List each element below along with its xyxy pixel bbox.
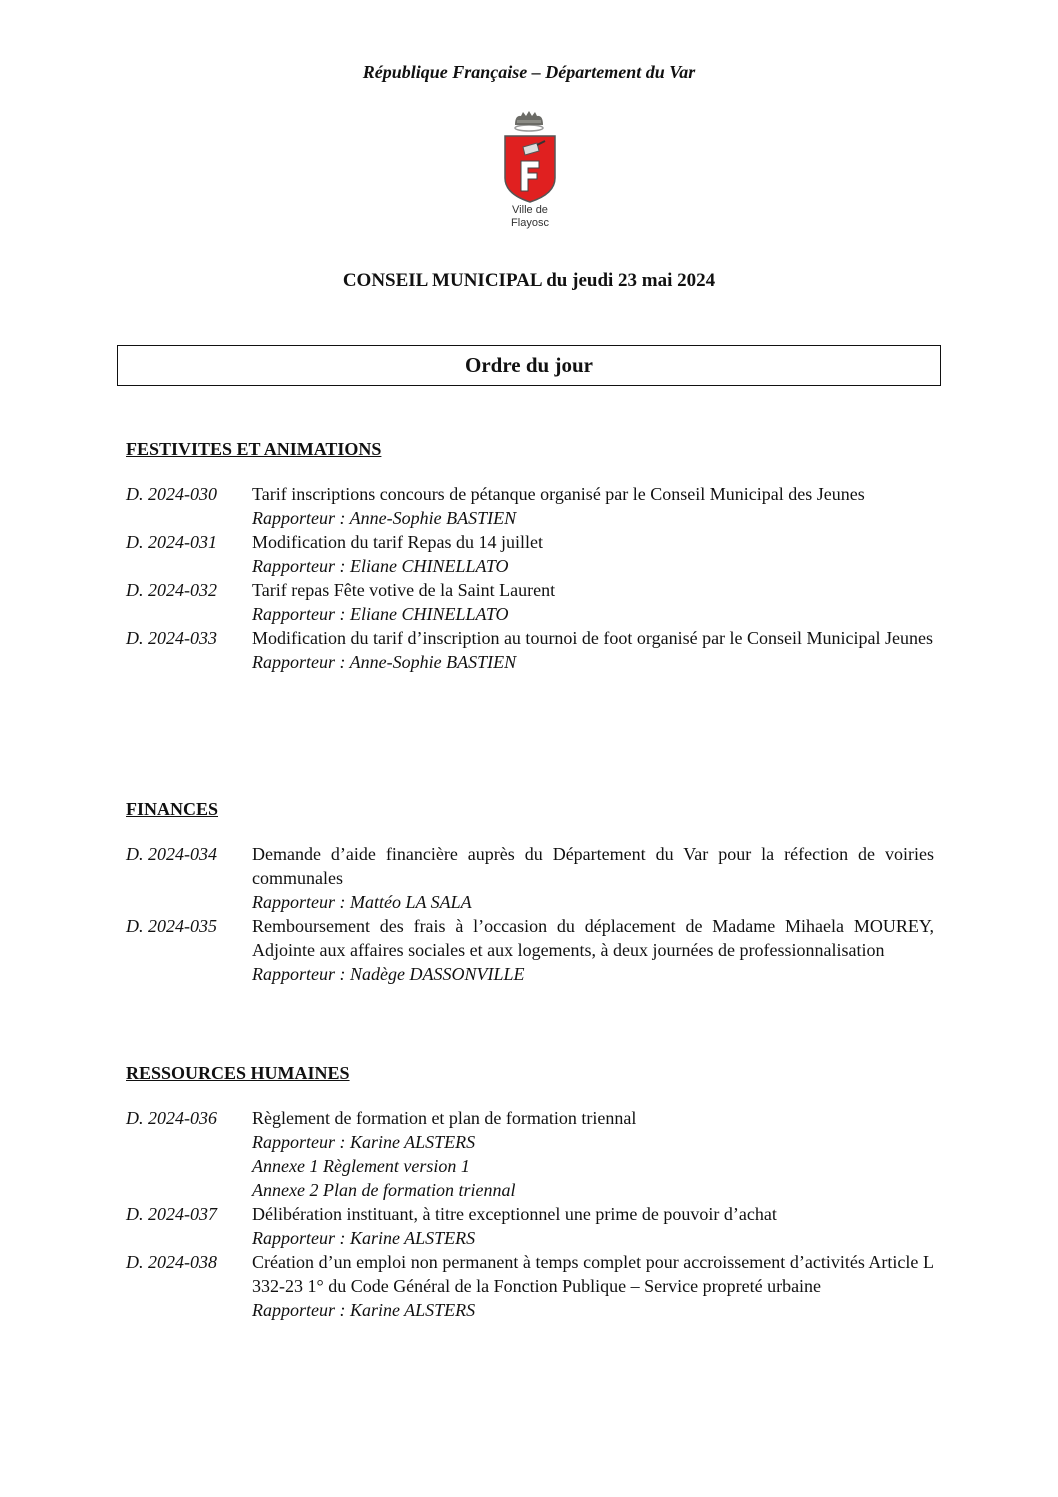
item-ref: D. 2024-034 [126, 844, 217, 864]
item-subject: Création d’un emploi non permanent à temps complet pour accroissement d’activités Article L 332-23 1° du Code Général de la Fonction Publique – Service propreté urbaine [252, 1252, 934, 1296]
agenda-item [126, 1106, 934, 1202]
section-title: RESSOURCES HUMAINES [126, 1063, 350, 1083]
logo-caption [500, 204, 560, 230]
item-ref: D. 2024-036 [126, 1108, 217, 1128]
town-logo [500, 110, 560, 260]
section-finances [126, 798, 934, 986]
logo-caption-line1: Ville de [512, 204, 548, 216]
section-title: FESTIVITES ET ANIMATIONS [126, 439, 382, 459]
republic-header: République Française – Département du Var [362, 62, 696, 82]
section-festivites [126, 438, 934, 674]
agenda-item [126, 1250, 934, 1322]
item-subject: Demande d’aide financière auprès du Département du Var pour la réfection de voiries communales [252, 844, 934, 888]
item-ref: D. 2024-035 [126, 916, 217, 936]
item-rapporteur: Rapporteur : Eliane CHINELLATO [252, 556, 509, 576]
item-ref: D. 2024-030 [126, 484, 217, 504]
agenda-item [126, 842, 934, 914]
agenda-item [126, 530, 934, 578]
item-rapporteur: Rapporteur : Eliane CHINELLATO [252, 604, 509, 624]
item-subject: Règlement de formation et plan de formation triennal [252, 1108, 637, 1128]
item-rapporteur: Rapporteur : Anne-Sophie BASTIEN [252, 508, 517, 528]
item-rapporteur: Rapporteur : Mattéo LA SALA [252, 892, 472, 912]
item-annex[interactable]: Annexe 2 Plan de formation triennal [252, 1180, 516, 1200]
agenda-item [126, 482, 934, 530]
item-rapporteur: Rapporteur : Karine ALSTERS [252, 1132, 476, 1152]
item-rapporteur: Rapporteur : Karine ALSTERS [252, 1228, 476, 1248]
item-ref: D. 2024-037 [126, 1204, 217, 1224]
item-subject: Tarif inscriptions concours de pétanque organisé par le Conseil Municipal des Jeunes [252, 484, 865, 504]
item-rapporteur: Rapporteur : Karine ALSTERS [252, 1300, 476, 1320]
agenda-item [126, 1202, 934, 1250]
item-annex[interactable]: Annexe 1 Règlement version 1 [252, 1156, 470, 1176]
item-rapporteur: Rapporteur : Nadège DASSONVILLE [252, 964, 525, 984]
item-ref: D. 2024-038 [126, 1252, 217, 1272]
agenda-item [126, 914, 934, 986]
item-rapporteur: Rapporteur : Anne-Sophie BASTIEN [252, 652, 517, 672]
agenda-title-box [117, 345, 941, 386]
council-title: CONSEIL MUNICIPAL du jeudi 23 mai 2024 [342, 270, 716, 291]
agenda-item [126, 626, 934, 674]
agenda-item [126, 578, 934, 626]
crown-icon [509, 110, 549, 132]
item-ref: D. 2024-033 [126, 628, 217, 648]
item-subject: Remboursement des frais à l’occasion du déplacement de Madame Mihaela MOUREY, Adjointe aux affaires sociales et aux logements, à deux journées de professionnalisation [252, 916, 934, 960]
logo-caption-line2: Flayosc [511, 217, 549, 229]
item-subject: Modification du tarif d’inscription au tournoi de foot organisé par le Conseil Municipal Jeunes [252, 628, 934, 648]
item-ref: D. 2024-032 [126, 580, 217, 600]
section-ressources-humaines [126, 1062, 934, 1322]
shield-icon [503, 134, 557, 204]
agenda-title: Ordre du jour [465, 353, 593, 377]
section-title: FINANCES [126, 799, 219, 819]
item-ref: D. 2024-031 [126, 532, 217, 552]
item-subject: Tarif repas Fête votive de la Saint Laurent [252, 580, 556, 600]
item-subject: Modification du tarif Repas du 14 juillet [252, 532, 543, 552]
item-subject: Délibération instituant, à titre exceptionnel une prime de pouvoir d’achat [252, 1204, 777, 1224]
